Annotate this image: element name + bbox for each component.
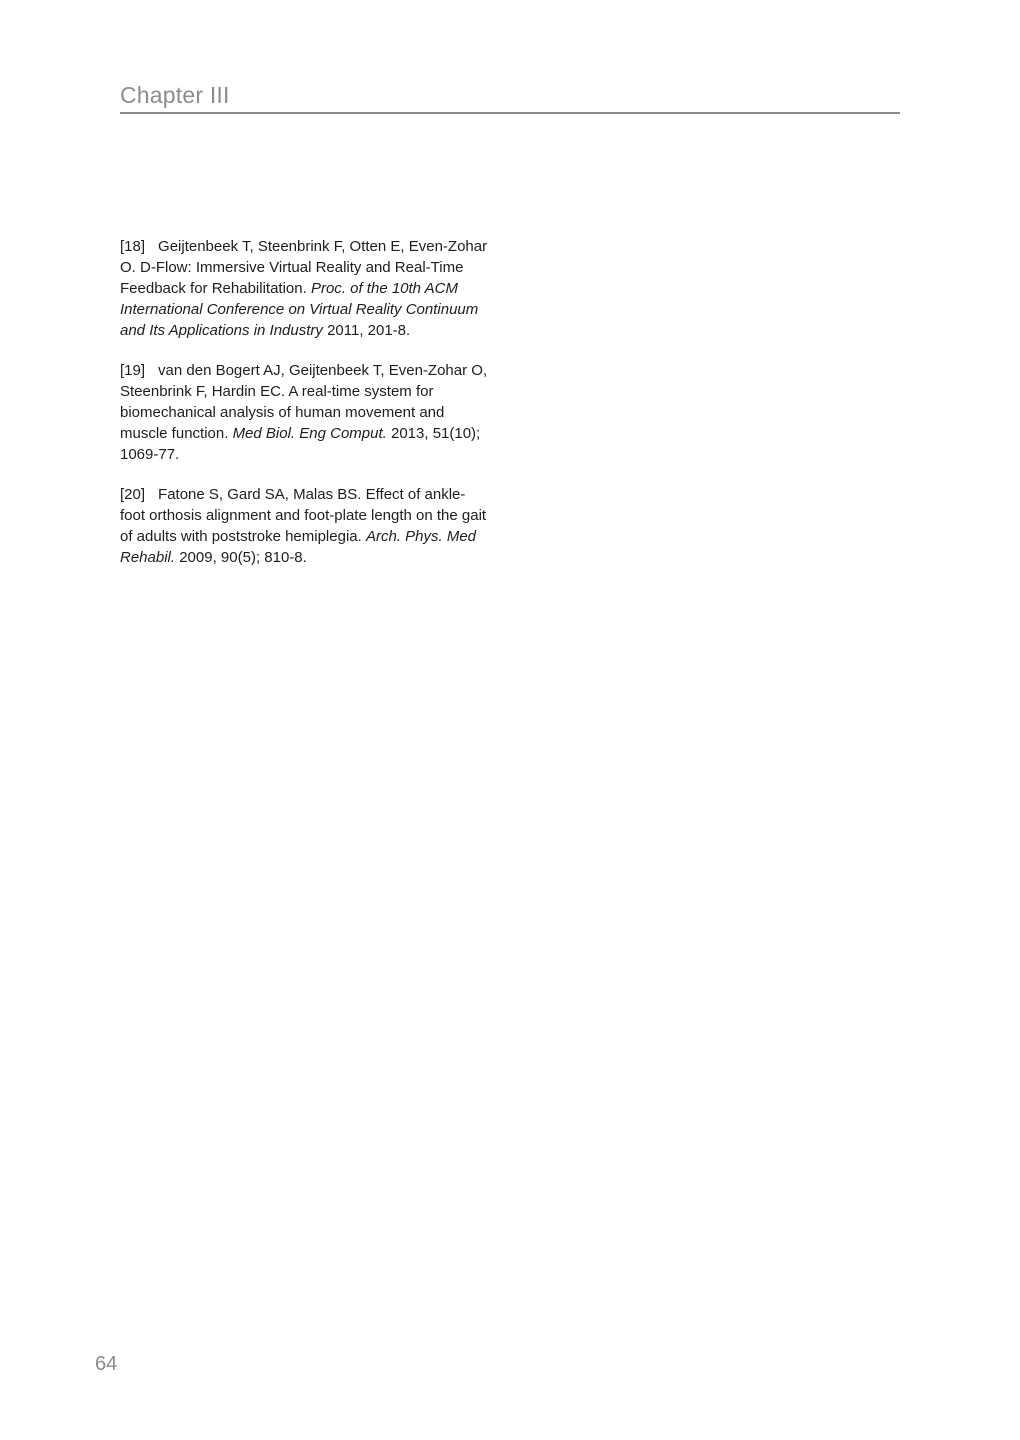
reference-authors-title: Geijtenbeek T, Steenbrink F, Otten E, Even-Zohar O. D-Flow: Immersive Virtual Reality and Real-Time Feedback for Rehabilitation. bbox=[120, 238, 488, 297]
reference-number: [20] bbox=[120, 486, 146, 503]
reference-details: 2009, 90(5); 810-8. bbox=[179, 549, 307, 566]
reference-journal: Arch. Phys. Med Rehabil. bbox=[120, 528, 477, 566]
page-number: 64 bbox=[95, 1353, 118, 1375]
reference-number: [18] bbox=[120, 238, 146, 255]
reference-authors-title: van den Bogert AJ, Geijtenbeek T, Even-Zohar O, Steenbrink F, Hardin EC. A real-time system for biomechanical analysis of human movement and muscle function. bbox=[120, 362, 488, 442]
chapter-title: Chapter III bbox=[120, 82, 230, 108]
reference-journal: Proc. of the 10th ACM International Conference on Virtual Reality Continuum and Its Applications in Industry bbox=[120, 280, 479, 339]
reference-journal: Med Biol. Eng Comput. bbox=[232, 425, 387, 442]
running-header bbox=[120, 78, 900, 114]
reference-details: 2011, 201-8. bbox=[327, 322, 411, 339]
reference-item bbox=[120, 484, 488, 568]
reference-authors-title: Fatone S, Gard SA, Malas BS. Effect of ankle-foot orthosis alignment and foot-plate length on the gait of adults with poststroke hemiplegia. bbox=[120, 486, 487, 545]
reference-item bbox=[120, 360, 488, 465]
reference-item bbox=[120, 236, 488, 341]
reference-details: 2013, 51(10); 1069-77. bbox=[120, 425, 481, 463]
reference-number: [19] bbox=[120, 362, 146, 379]
reference-list bbox=[120, 236, 488, 587]
